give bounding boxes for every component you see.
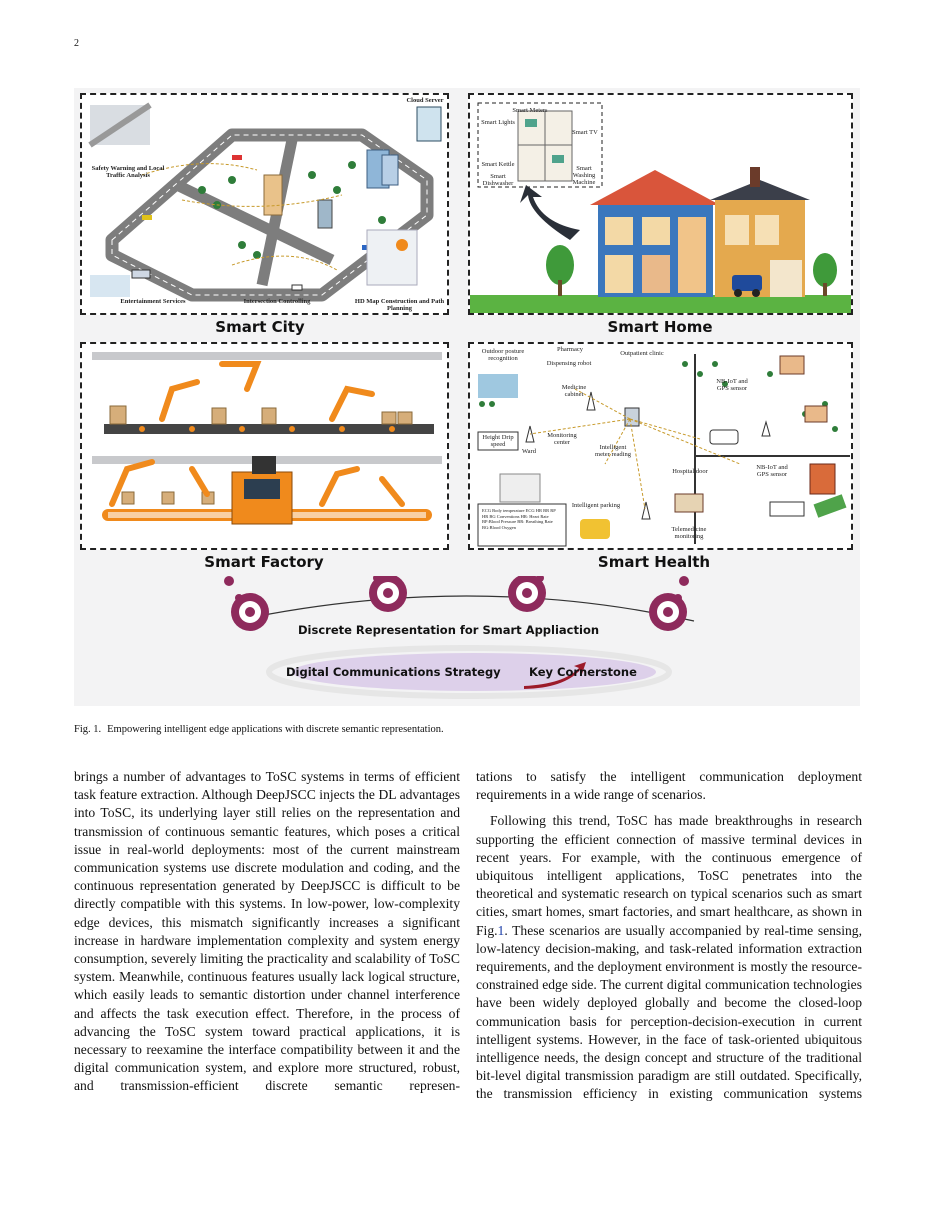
right-column <box>476 768 862 1104</box>
label-monitoring: Monitoring center <box>547 432 577 446</box>
label-outdoor: Outdoor posture recognition <box>481 348 525 362</box>
label-height: Height Drip speed <box>482 434 514 448</box>
label-nbiot-1: NB-IoT and GPS sensor <box>716 378 748 392</box>
label-smart-dishwasher: Smart Dishwasher <box>482 173 514 187</box>
left-paragraph: brings a number of advantages to ToSC systems in terms of efficient task feature extraction. Although DeepJSCC injects the DL advantages into ToSC, its underlying layer still relies on the representation and transmission of continuous semantic features, which poses a critical issue in real-world deployments: most of the current mainstream communication systems use discrete modulation and coding, and the continuous representation generated by DeepJSCC is difficult to be directly compatible with this systems. In low-power, low-complexity edge devices, this mismatch significantly increases a significant increase in hardware implementation complexity and system energy consumption, severely limiting the practicality and scalability of ToSC system. Meanwhile, continuous features usually lack logical structure, which easily leads to semantic distortion under channel interference and affects the task execution effect. Therefore, in the process of advancing the ToSC system toward practical applications, it is necessary to reexamine the interface compatibility between it and the digital communication system, and explore more structured, robust, and transmission-efficient discrete semantic represen- <box>74 769 460 1094</box>
label-hospital-door: Hospital door <box>672 468 708 475</box>
strategy-diagram <box>74 576 860 706</box>
caption-text: Empowering intelligent edge applications with discrete semantic representation. <box>107 724 444 735</box>
label-smart-washing: Smart Washing Machine <box>572 165 596 186</box>
smart-home-title: Smart Home <box>607 318 713 336</box>
discrete-representation-label: Discrete Representation for Smart Appliaction <box>298 623 600 637</box>
left-column <box>74 768 460 1096</box>
smart-home-panel <box>468 93 853 315</box>
caption-label: Fig. 1. <box>74 724 102 735</box>
label-cloud-server: Cloud Server <box>406 97 444 104</box>
smart-health-panel <box>468 342 853 550</box>
label-smart-meters: Smart Meters <box>512 107 548 114</box>
label-outpatient: Outpatient clinic <box>620 350 664 357</box>
label-telemedicine: Telemedicine monitoring <box>671 526 707 540</box>
page-number: 2 <box>74 38 79 49</box>
label-intersection: Intersection Controlling <box>243 298 311 305</box>
figure-caption <box>74 724 444 735</box>
label-entertainment: Entertainment Services <box>120 298 186 305</box>
label-dispensing: Dispensing robot <box>546 360 592 367</box>
key-cornerstone-label: Key Cornerstone <box>529 665 637 679</box>
smart-factory-illustration <box>82 344 449 550</box>
smart-city-title: Smart City <box>215 318 305 336</box>
label-nbiot-2: NB-IoT and GPS sensor <box>756 464 788 478</box>
digital-strategy-label: Digital Communications Strategy <box>286 665 501 679</box>
label-medicine: Medicine cabinet <box>561 384 587 398</box>
figure-reference-link[interactable]: 1 <box>497 922 505 938</box>
right-paragraph-2 <box>476 812 862 1103</box>
smart-city-illustration <box>82 95 449 315</box>
smart-city-panel <box>80 93 449 315</box>
smart-factory-title: Smart Factory <box>204 553 324 571</box>
smart-health-title: Smart Health <box>597 553 711 571</box>
figure-1 <box>74 88 860 706</box>
label-meter: Intelligent meter reading <box>595 444 631 458</box>
label-pharmacy: Pharmacy <box>557 346 583 353</box>
smart-factory-panel <box>80 342 449 550</box>
label-ecg: ECG Body temperature ECG HR BR RP HR BG Conventions HR: Heart Rate BP:Blood Pressure BR: Breathing Rate BG:Blood Oxygen <box>482 508 556 530</box>
label-smart-lights: Smart Lights <box>481 119 515 126</box>
label-hd-map: HD Map Construction and Path Planning <box>354 298 445 312</box>
label-smart-tv: Smart TV <box>572 129 598 136</box>
smart-home-illustration <box>470 95 853 315</box>
right-paragraph-2-text-a: Following this trend, ToSC has made breakthroughs in research supporting the efficient connection of massive terminal devices in recent years. For example, with the continuous emergence of ubiquitous intelligent applications, ToSC penetrates into the theoretical and systematic research on typical scenarios such as smart cities, smart homes, smart factories, and smart healthcare, as shown in Fig. <box>476 813 862 938</box>
right-paragraph-2-text-b: . These scenarios are usually accompanied by real-time sensing, low-latency decision-making, and task-related information extraction requirements, and the deployment environment is mostly the resource-constrained edge side. The current digital communication technologies have been widely deployed globally and become the closed-loop communication basis for perception-decision-execution in current intelligent systems. However, in the face of task-oriented ubiquitous intelligence needs, the design concept and structure of the traditional bit-level digital transmission paradigm are still outdated. Specifically, the transmission efficiency in existing communication systems <box>476 922 862 1102</box>
label-safety-warning: Safety Warning and Local Traffic Analysis <box>91 165 165 179</box>
label-smart-kettle: Smart Kettle <box>481 161 515 168</box>
right-paragraph-1: tations to satisfy the intelligent communication deployment requirements in a wide range of scenarios. <box>476 769 862 803</box>
label-parking: Intelligent parking <box>571 502 621 509</box>
label-ward: Ward <box>522 448 536 455</box>
